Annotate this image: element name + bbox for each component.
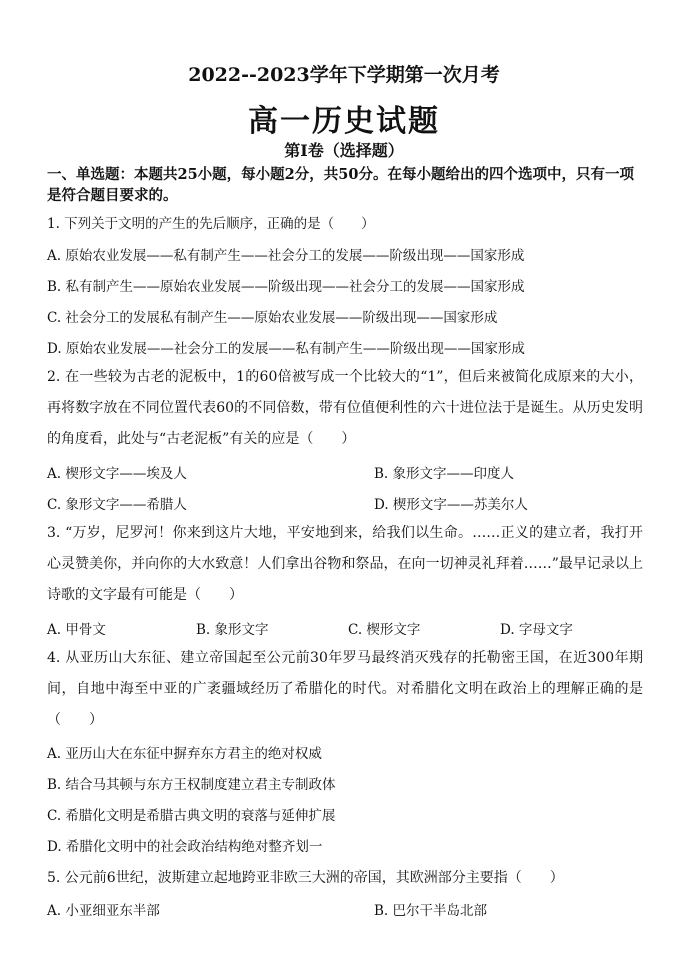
question-4-option-d: D. 希腊化文明中的社会政治结构绝对整齐划一 <box>47 839 323 855</box>
subject-title: 高一历史试题 <box>248 104 440 139</box>
question-5-option-a: A. 小亚细亚东半部 <box>47 903 160 919</box>
question-2-option-b: B. 象形文字——印度人 <box>374 466 515 482</box>
question-4-option-c: C. 希腊化文明是希腊古典文明的衰落与延伸扩展 <box>47 808 336 824</box>
question-1-option-d: D. 原始农业发展——社会分工的发展——私有制产生——阶级出现——国家形成 <box>47 341 525 357</box>
question-2-option-d: D. 楔形文字——苏美尔人 <box>374 497 528 513</box>
question-3-option-b: B. 象形文字 <box>196 622 269 638</box>
question-4-option-a: A. 亚历山大在东征中摒弃东方君主的绝对权威 <box>47 746 322 762</box>
question-2-option-c: C. 象形文字——希腊人 <box>47 497 187 513</box>
question-1-option-a: A. 原始农业发展——私有制产生——社会分工的发展——阶级出现——国家形成 <box>47 248 525 264</box>
question-5-option-b: B. 巴尔干半岛北部 <box>374 903 488 919</box>
volume-title: 第Ⅰ卷（选择题） <box>284 141 404 160</box>
question-3-option-d: D. 字母文字 <box>500 622 573 638</box>
question-1-option-b: B. 私有制产生——原始农业发展——阶级出现——社会分工的发展——国家形成 <box>47 279 525 295</box>
exam-title: 2022--2023学年下学期第一次月考 <box>188 64 500 86</box>
question-1-stem: 1. 下列关于文明的产生的先后顺序，正确的是（ ） <box>47 216 375 232</box>
question-2-option-a: A. 楔形文字——埃及人 <box>47 466 187 482</box>
section-instructions: 一、单选题：本题共25小题，每小题2分，共50分。在每小题给出的四个选项中，只有一项是符合题目要求的。 <box>47 166 634 204</box>
question-3-option-a: A. 甲骨文 <box>47 622 106 638</box>
question-3-option-c: C. 楔形文字 <box>348 622 421 638</box>
question-4-option-b: B. 结合马其顿与东方王权制度建立君主专制政体 <box>47 777 336 793</box>
question-1-option-c: C. 社会分工的发展私有制产生——原始农业发展——阶级出现——国家形成 <box>47 310 498 326</box>
question-2-stem: 2. 在一些较为古老的泥板中，1的60倍被写成一个比较大的“1”，但后来被简化成原来的大小，再将数字放在不同位置代表60的不同倍数，带有位值便利性的六十进位法于是诞生。从历史发明的角度看，此处与“古老泥板”有关的应是（ ） <box>47 369 643 447</box>
question-3-stem: 3. “万岁，尼罗河！你来到这片大地，平安地到来，给我们以生命。……正义的建立者，我打开心灵赞美你，并向你的大水致意！人们拿出谷物和祭品，在向一切神灵礼拜着……”最早记录以上诗歌的文字最有可能是（ ） <box>47 525 643 603</box>
question-4-stem: 4. 从亚历山大东征、建立帝国起至公元前30年罗马最终消灭残存的托勒密王国，在近300年期间，自地中海至中亚的广袤疆域经历了希腊化的时代。对希腊化文明在政治上的理解正确的是（ ） <box>47 650 643 728</box>
question-5-stem: 5. 公元前6世纪，波斯建立起地跨亚非欧三大洲的帝国，其欧洲部分主要指（ ） <box>47 870 564 886</box>
